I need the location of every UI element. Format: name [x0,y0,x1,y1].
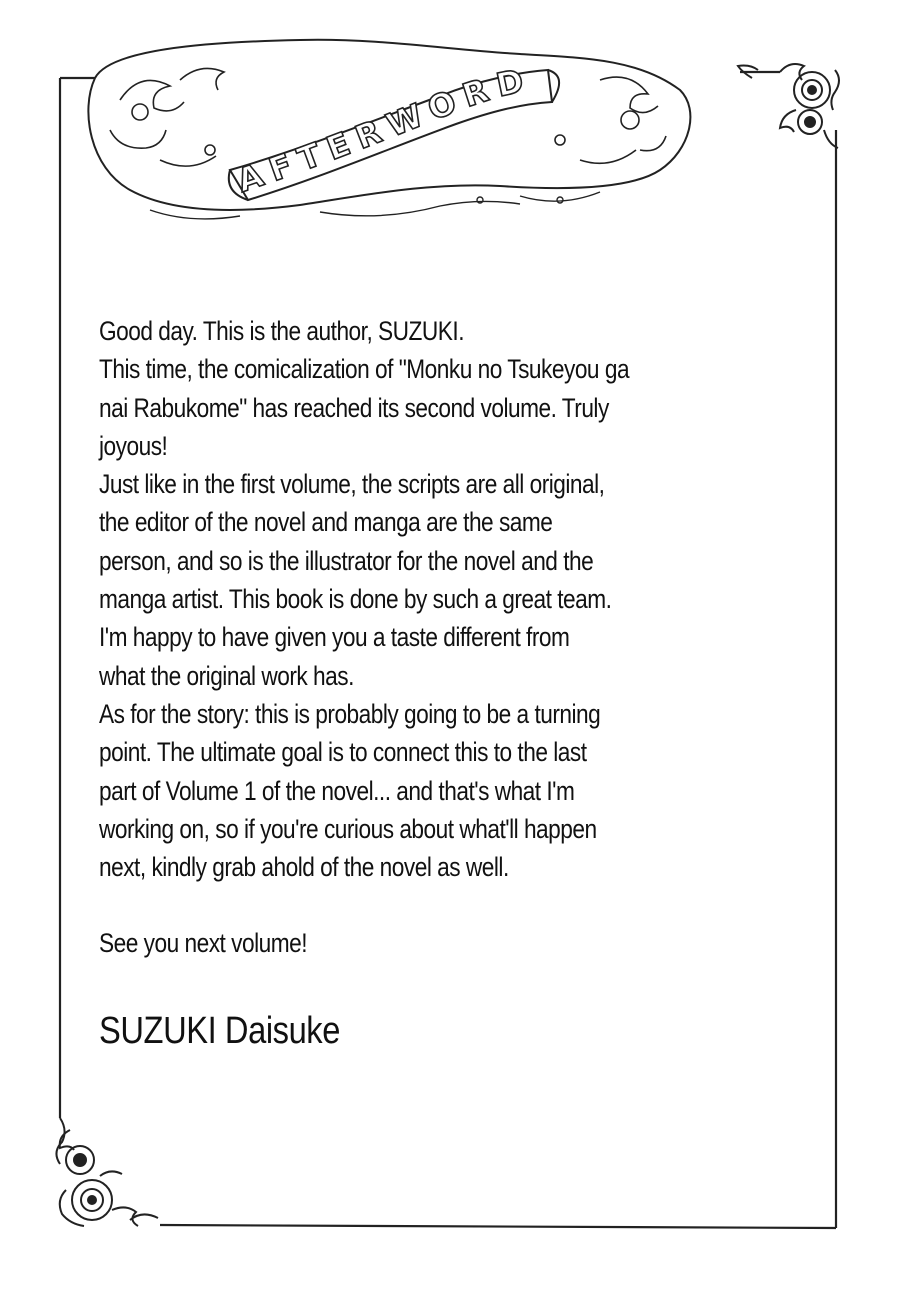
author-signature: SUZUKI Daisuke [99,1010,340,1052]
text-line: joyous! [99,430,168,461]
paragraph-greeting [99,312,805,350]
corner-ornament-top-right-icon [738,64,839,148]
text-line: Just like in the first volume, the scripts are all original, [99,469,605,500]
text-line: person, and so is the illustrator for the novel and the [99,545,594,576]
closing-line [99,924,805,962]
text-line: Good day. This is the author, SUZUKI. [99,316,465,346]
paragraph-story [99,695,805,886]
text-line: nai Rabukome" has reached its second volume. Truly [99,392,609,423]
corner-ornament-bottom-left-icon [56,1118,158,1226]
text-line: See you next volume! [99,928,308,959]
text-line: next, kindly grab ahold of the novel as well. [99,852,509,883]
text-line: As for the story: this is probably going to be a turning [99,698,601,729]
text-line: working on, so if you're curious about what'll happen [99,813,597,844]
text-line: manga artist. This book is done by such a great team. [99,584,612,615]
paragraph-comicalization [99,350,805,465]
afterword-body [99,312,805,963]
text-line: the editor of the novel and manga are the same [99,507,553,538]
text-line: point. The ultimate goal is to connect this to the last [99,737,587,768]
text-line: I'm happy to have given you a taste different from [99,622,570,653]
text-line: This time, the comicalization of "Monku no Tsukeyou ga [99,354,630,385]
afterword-banner [88,40,690,219]
text-line: what the original work has. [99,660,354,691]
paragraph-team [99,465,805,695]
text-line: part of Volume 1 of the novel... and that's what I'm [99,775,575,806]
spacer [99,886,805,924]
banner-title-text: AFTERWORD [232,59,536,200]
